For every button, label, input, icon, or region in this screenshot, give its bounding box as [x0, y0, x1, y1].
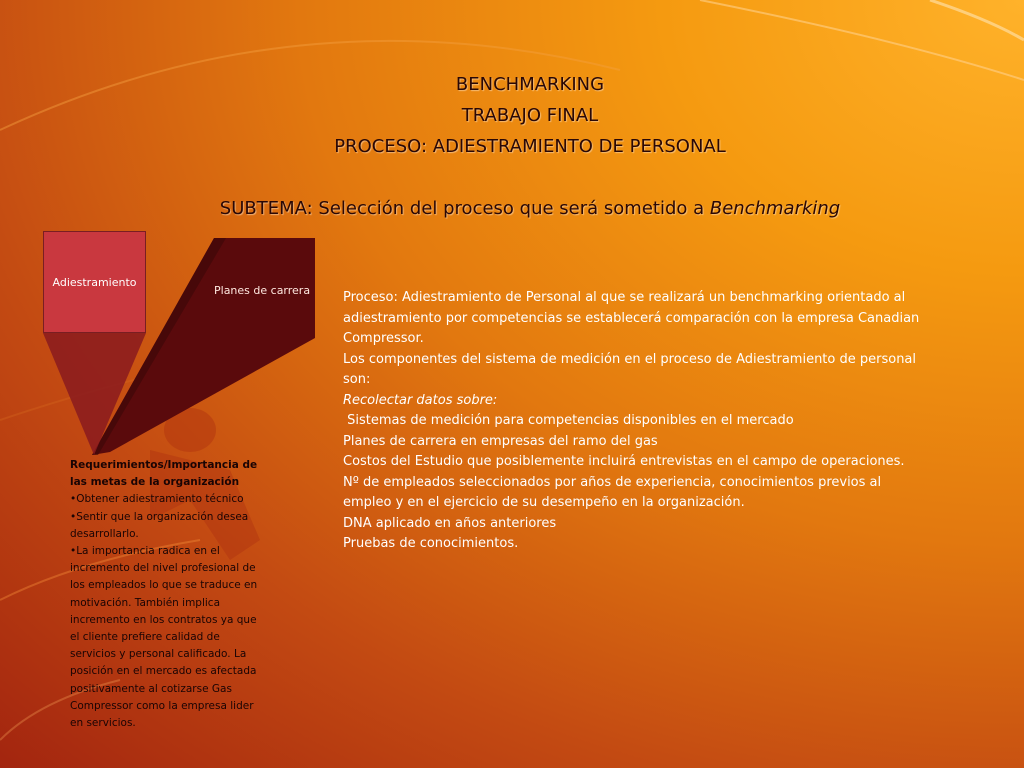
subtema-heading [120, 198, 940, 219]
body-paragraph: Los componentes del sistema de medición en el proceso de Adiestramiento de personal son: [343, 351, 917, 387]
subtema-emphasis: Benchmarking [709, 198, 841, 219]
requirement-item: •Obtener adiestramiento técnico [70, 493, 244, 506]
body-paragraph-italic: Recolectar datos sobre: [343, 392, 498, 408]
body-paragraph: Sistemas de medición para competencias disponibles en el mercado [343, 413, 794, 428]
requirements-heading: Requerimientos/Importancia de las metas de la organización [70, 459, 258, 489]
body-paragraph: Pruebas de conocimientos. [343, 536, 519, 551]
requirement-item: •Sentir que la organización desea desarrollarlo. [70, 510, 249, 540]
body-text [343, 288, 923, 555]
subtema-prefix: SUBTEMA: Selección del proceso que será sometido a [219, 198, 710, 219]
body-paragraph: DNA aplicado en años anteriores [343, 515, 557, 531]
body-paragraph: Costos del Estudio que posiblemente incluirá entrevistas en el campo de operaciones. [343, 454, 905, 469]
planes-de-carrera-label: Planes de carrera [214, 284, 311, 297]
requirement-item: •La importancia radica en el incremento del nivel profesional de los empleados lo que se traduce en motivación. También implica incremento en los contratos ya que el cliente prefiere calidad de servicios y personal calificado. La posición en el mercado es afectada positivamente al cotizarse Gas Compressor como la empresa lider en servicios. [70, 545, 258, 730]
title-line-2: TRABAJO FINAL [461, 105, 599, 126]
title-line-1: BENCHMARKING [455, 74, 605, 95]
body-paragraph: Nº de empleados seleccionados por años de experiencia, conocimientos previos al empleo y en el ejercicio de su desempeño en la organización. [343, 474, 882, 510]
body-paragraph: Planes de carrera en empresas del ramo del gas [343, 433, 658, 449]
requirements-text [70, 457, 260, 732]
body-paragraph: Proceso: Adiestramiento de Personal al que se realizará un benchmarking orientado al adiestramiento por competencias se establecerá comparación con la empresa Canadian Compressor. [343, 290, 920, 346]
adiestramiento-box [43, 231, 146, 333]
adiestramiento-label: Adiestramiento [52, 276, 137, 289]
title-line-3: PROCESO: ADIESTRAMIENTO DE PERSONAL [334, 136, 726, 157]
title-block [150, 70, 910, 163]
